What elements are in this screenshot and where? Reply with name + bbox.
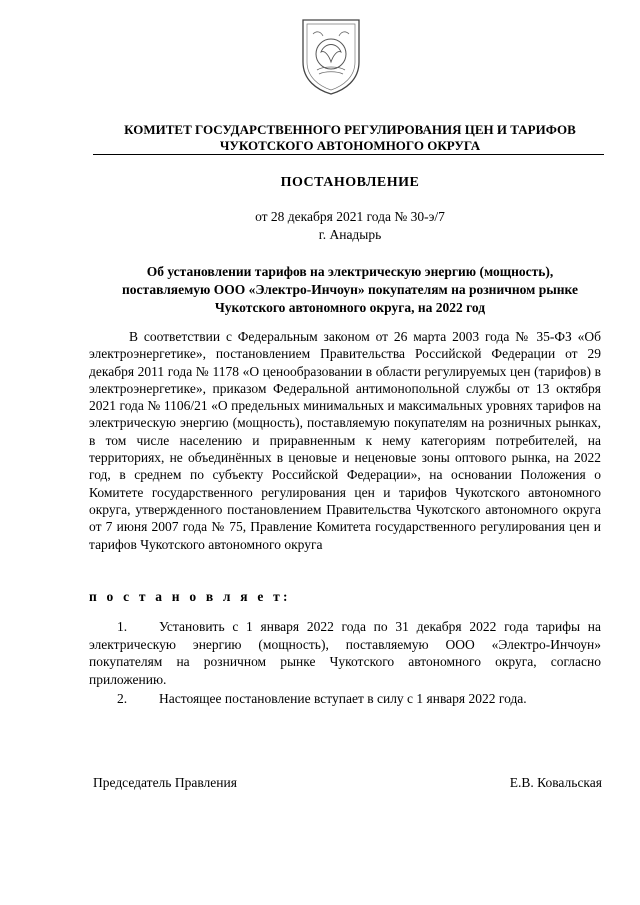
signer-role: Председатель Правления — [93, 775, 237, 790]
document-date-number: от 28 декабря 2021 года № 30-э/7 — [255, 209, 445, 224]
signer-name: Е.В. Ковальская — [509, 775, 602, 790]
title-line-1: Об установлении тарифов на электрическую энергию (мощность), — [146, 264, 554, 279]
preamble-paragraph: В соответствии с Федеральным законом от 26 марта 2003 года № 35-ФЗ «Об электроэнергетике», постановлением Правительства Российской Федерации от 29 декабря 2011 года № 1178 «О ценообразовании в области регулируемых цен (тарифов) в электроэнергетике», приказом Федеральной антимонопольной службы от 13 октября 2021 года № 1106/21 «О предельных минимальных и максимальных уровнях тарифов на электрическую энергию (мощность), поставляемую покупателям на розничных рынках, в том числе населению и приравненным к нему категориям потребителей, на территориях, не объединённых в ценовые и неценовые зоны оптового рынка, на 2022 год, в среднем по субъекту Российской Федерации», на основании Положения о Комитете государственного регулирования цен и тарифов Чукотского автономного округа, утвержденного постановлением Правительства Чукотского автономного округа от 7 июня 2007 года № 75, Правление Комитета государственного регулирования цен и тарифов Чукотского автономного округа — [89, 329, 601, 552]
item-text: Установить с 1 января 2022 года по 31 декабря 2022 года тарифы на электрическую энергию (мощность), поставляемую ООО «Электро-Инчоун» покупателям на розничном рынке Чукотского автономного округа, согласно приложению. — [89, 619, 601, 687]
resolution-item — [89, 690, 601, 708]
title-line-3: Чукотского автономного округа, на 2022 год — [214, 300, 486, 315]
resolution-items — [89, 618, 601, 710]
committee-line-1: КОМИТЕТ ГОСУДАРСТВЕННОГО РЕГУЛИРОВАНИЯ ЦЕН И ТАРИФОВ — [124, 122, 576, 137]
title-line-2: поставляемую ООО «Электро-Инчоун» покупателям на розничном рынке — [122, 282, 578, 297]
committee-line-2: ЧУКОТСКОГО АВТОНОМНОГО ОКРУГА — [219, 138, 481, 153]
document-type: ПОСТАНОВЛЕНИЕ — [280, 175, 420, 190]
item-text: Настоящее постановление вступает в силу с 1 января 2022 года. — [159, 691, 527, 706]
item-number: 2. — [117, 691, 128, 706]
document-title — [95, 263, 605, 317]
header-divider — [93, 154, 604, 155]
committee-name — [95, 122, 605, 154]
resolution-item — [89, 618, 601, 688]
resolves-heading: п о с т а н о в л я е т: — [89, 589, 291, 604]
coat-of-arms-icon — [299, 16, 363, 96]
item-number: 1. — [117, 619, 128, 634]
document-place: г. Анадырь — [318, 227, 382, 242]
